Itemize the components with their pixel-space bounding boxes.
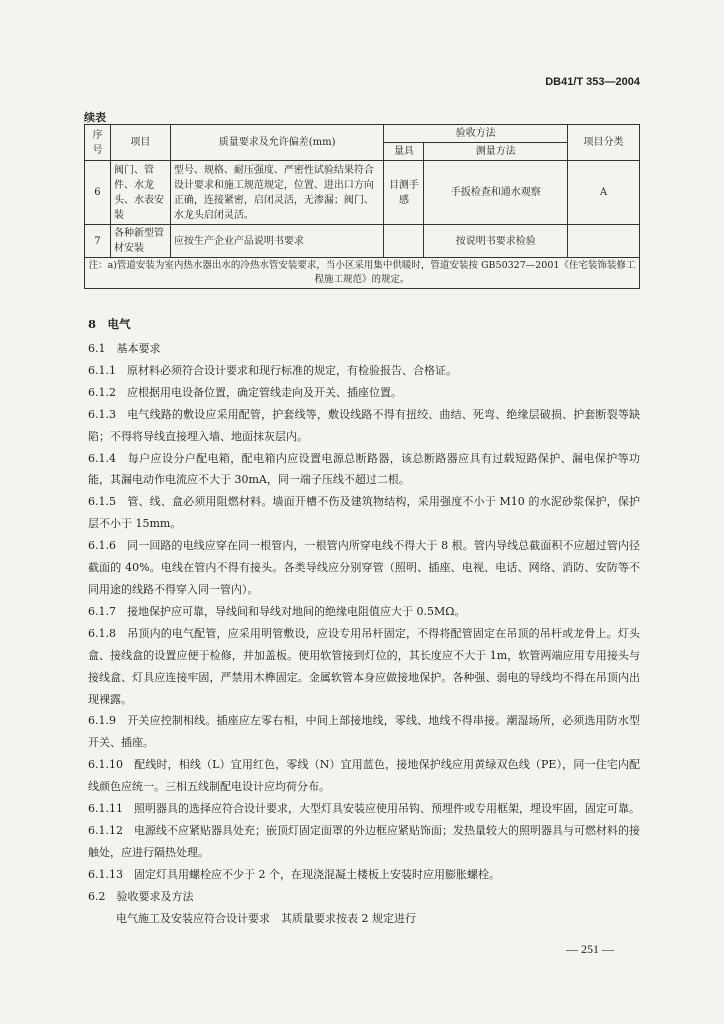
paragraph: 6.1.13 固定灯具用螺栓应不少于 2 个，在现浇混凝土楼板上安装时应用膨胀螺栓。	[88, 867, 500, 881]
header-acceptance: 验收方法	[384, 125, 568, 143]
page-number: — 251 —	[566, 942, 614, 956]
table-header-row	[85, 125, 640, 143]
paragraph: 6.1.12 电源线不应紧贴器具处充；嵌顶灯固定面罩的外边框应紧贴饰面；发热量较大的照明器具与可燃材料的接触处，应进行隔热处理。	[88, 823, 640, 859]
cell-method: 按说明书要求检验	[424, 225, 568, 258]
cell-no: 7	[85, 225, 111, 258]
paragraph: 6.1.7 接地保护应可靠，导线间和导线对地间的绝缘电阻值应大于 0.5MΩ。	[88, 604, 466, 618]
paragraph: 6.1.1 原材料必须符合设计要求和现行标准的规定，有检验报告、合格证。	[88, 363, 457, 377]
cell-method: 手扳检查和通水观察	[424, 161, 568, 225]
paragraph: 6.1.4 每户应设分户配电箱，配电箱内应设置电源总断路器，该总断路器应具有过载短路保护、漏电保护等功能，其漏电动作电流应不大于 30mA，同一端子压线不超过二根。	[88, 451, 640, 487]
header-quality: 质量要求及允许偏差(mm)	[170, 125, 384, 161]
quality-table	[84, 124, 640, 289]
paragraph: 6.1.3 电气线路的敷设应采用配管，护套线等，敷设线路不得有扭绞、曲结、死弯、绝缘层破损、护套断裂等缺陷；不得将导线直接埋入墙、地面抹灰层内。	[88, 407, 640, 443]
table-note-row	[85, 258, 640, 289]
cell-tools: 目测手感	[384, 161, 424, 225]
paragraph: 电气施工及安装应符合设计要求 其质量要求按表 2 规定进行	[116, 911, 416, 925]
header-category: 项目分类	[568, 125, 640, 161]
table-row	[85, 225, 640, 258]
header-no: 序号	[85, 125, 111, 161]
table-continued-label: 续表	[84, 112, 106, 124]
cell-tools	[384, 225, 424, 258]
table-row	[85, 161, 640, 225]
table-note: 注：a)管道安装为室内热水器出水的冷热水管安装要求，当小区采用集中供暖时，管道安装按 GB50327—2001《住宅装饰装修工程施工规范》的规定。	[85, 258, 640, 289]
paragraph: 6.1.6 同一回路的电线应穿在同一根管内，一根管内所穿电线不得大于 8 根。管内导线总截面积不应超过管内径截面的 40%。电线在管内不得有接头。各类导线应分别穿管（照明、插座、电视、电话、网络、消防、安防等不同用途的线路不得穿入同一管内）。	[88, 539, 640, 596]
cell-quality: 应按生产企业产品说明书要求	[170, 225, 384, 258]
cell-item: 各种新型管材安装	[110, 225, 170, 258]
header-item: 项目	[110, 125, 170, 161]
header-tools: 量具	[384, 143, 424, 161]
document-code: DB41/T 353—2004	[545, 76, 640, 88]
paragraph: 6.1.2 应根据用电设备位置，确定管线走向及开关、插座位置。	[88, 385, 402, 399]
header-method: 测量方法	[424, 143, 568, 161]
cell-no: 6	[85, 161, 111, 225]
cell-category	[568, 225, 640, 258]
cell-item: 阀门、管件、水龙头、水表安装	[110, 161, 170, 225]
paragraph: 6.1.5 管、线、盒必须用阻燃材料。墙面开槽不伤及建筑物结构，采用强度不小于 M10 的水泥砂浆保护，保护层不小于 15mm。	[88, 495, 640, 531]
cell-quality: 型号、规格、耐压强度、严密性试验结果符合设计要求和施工规范规定，位置、进出口方向正确，连接紧密，启闭灵活，无渗漏；阀门、水龙头启闭灵活。	[170, 161, 384, 225]
paragraph: 6.1 基本要求	[88, 342, 161, 355]
paragraph: 6.1.11 照明器具的选择应符合设计要求，大型灯具安装应使用吊钩、预埋件或专用框架，埋设牢固，固定可靠。	[88, 802, 640, 816]
paragraph: 6.1.8 吊顶内的电气配管，应采用明管敷设，应设专用吊杆固定，不得将配管固定在吊顶的吊杆或龙骨上。灯头盒、接线盒的设置应便于检修，并加盖板。使用软管接到灯位的，其长度应不大于 1m，软管两端应用专用接头与接线盒、灯具应连接牢固，严禁用木榫固定。金属软管本身应做接地保护。各种强、弱电的导线均不得在吊顶内出现裸露。	[88, 626, 640, 706]
paragraph: 6.2 验收要求及方法	[88, 889, 194, 903]
cell-category: A	[568, 161, 640, 225]
body-text	[88, 338, 640, 929]
paragraph: 6.1.10 配线时，相线（L）宜用红色，零线（N）宜用蓝色，接地保护线应用黄绿双色线（PE），同一住宅内配线颜色应统一。三相五线制配电设计应均荷分布。	[88, 758, 640, 794]
section-heading: 8 电气	[88, 317, 131, 331]
paragraph: 6.1.9 开关应控制相线。插座应左零右相，中间上部接地线，零线、地线不得串接。潮湿场所，必须选用防水型开关、插座。	[88, 714, 640, 750]
